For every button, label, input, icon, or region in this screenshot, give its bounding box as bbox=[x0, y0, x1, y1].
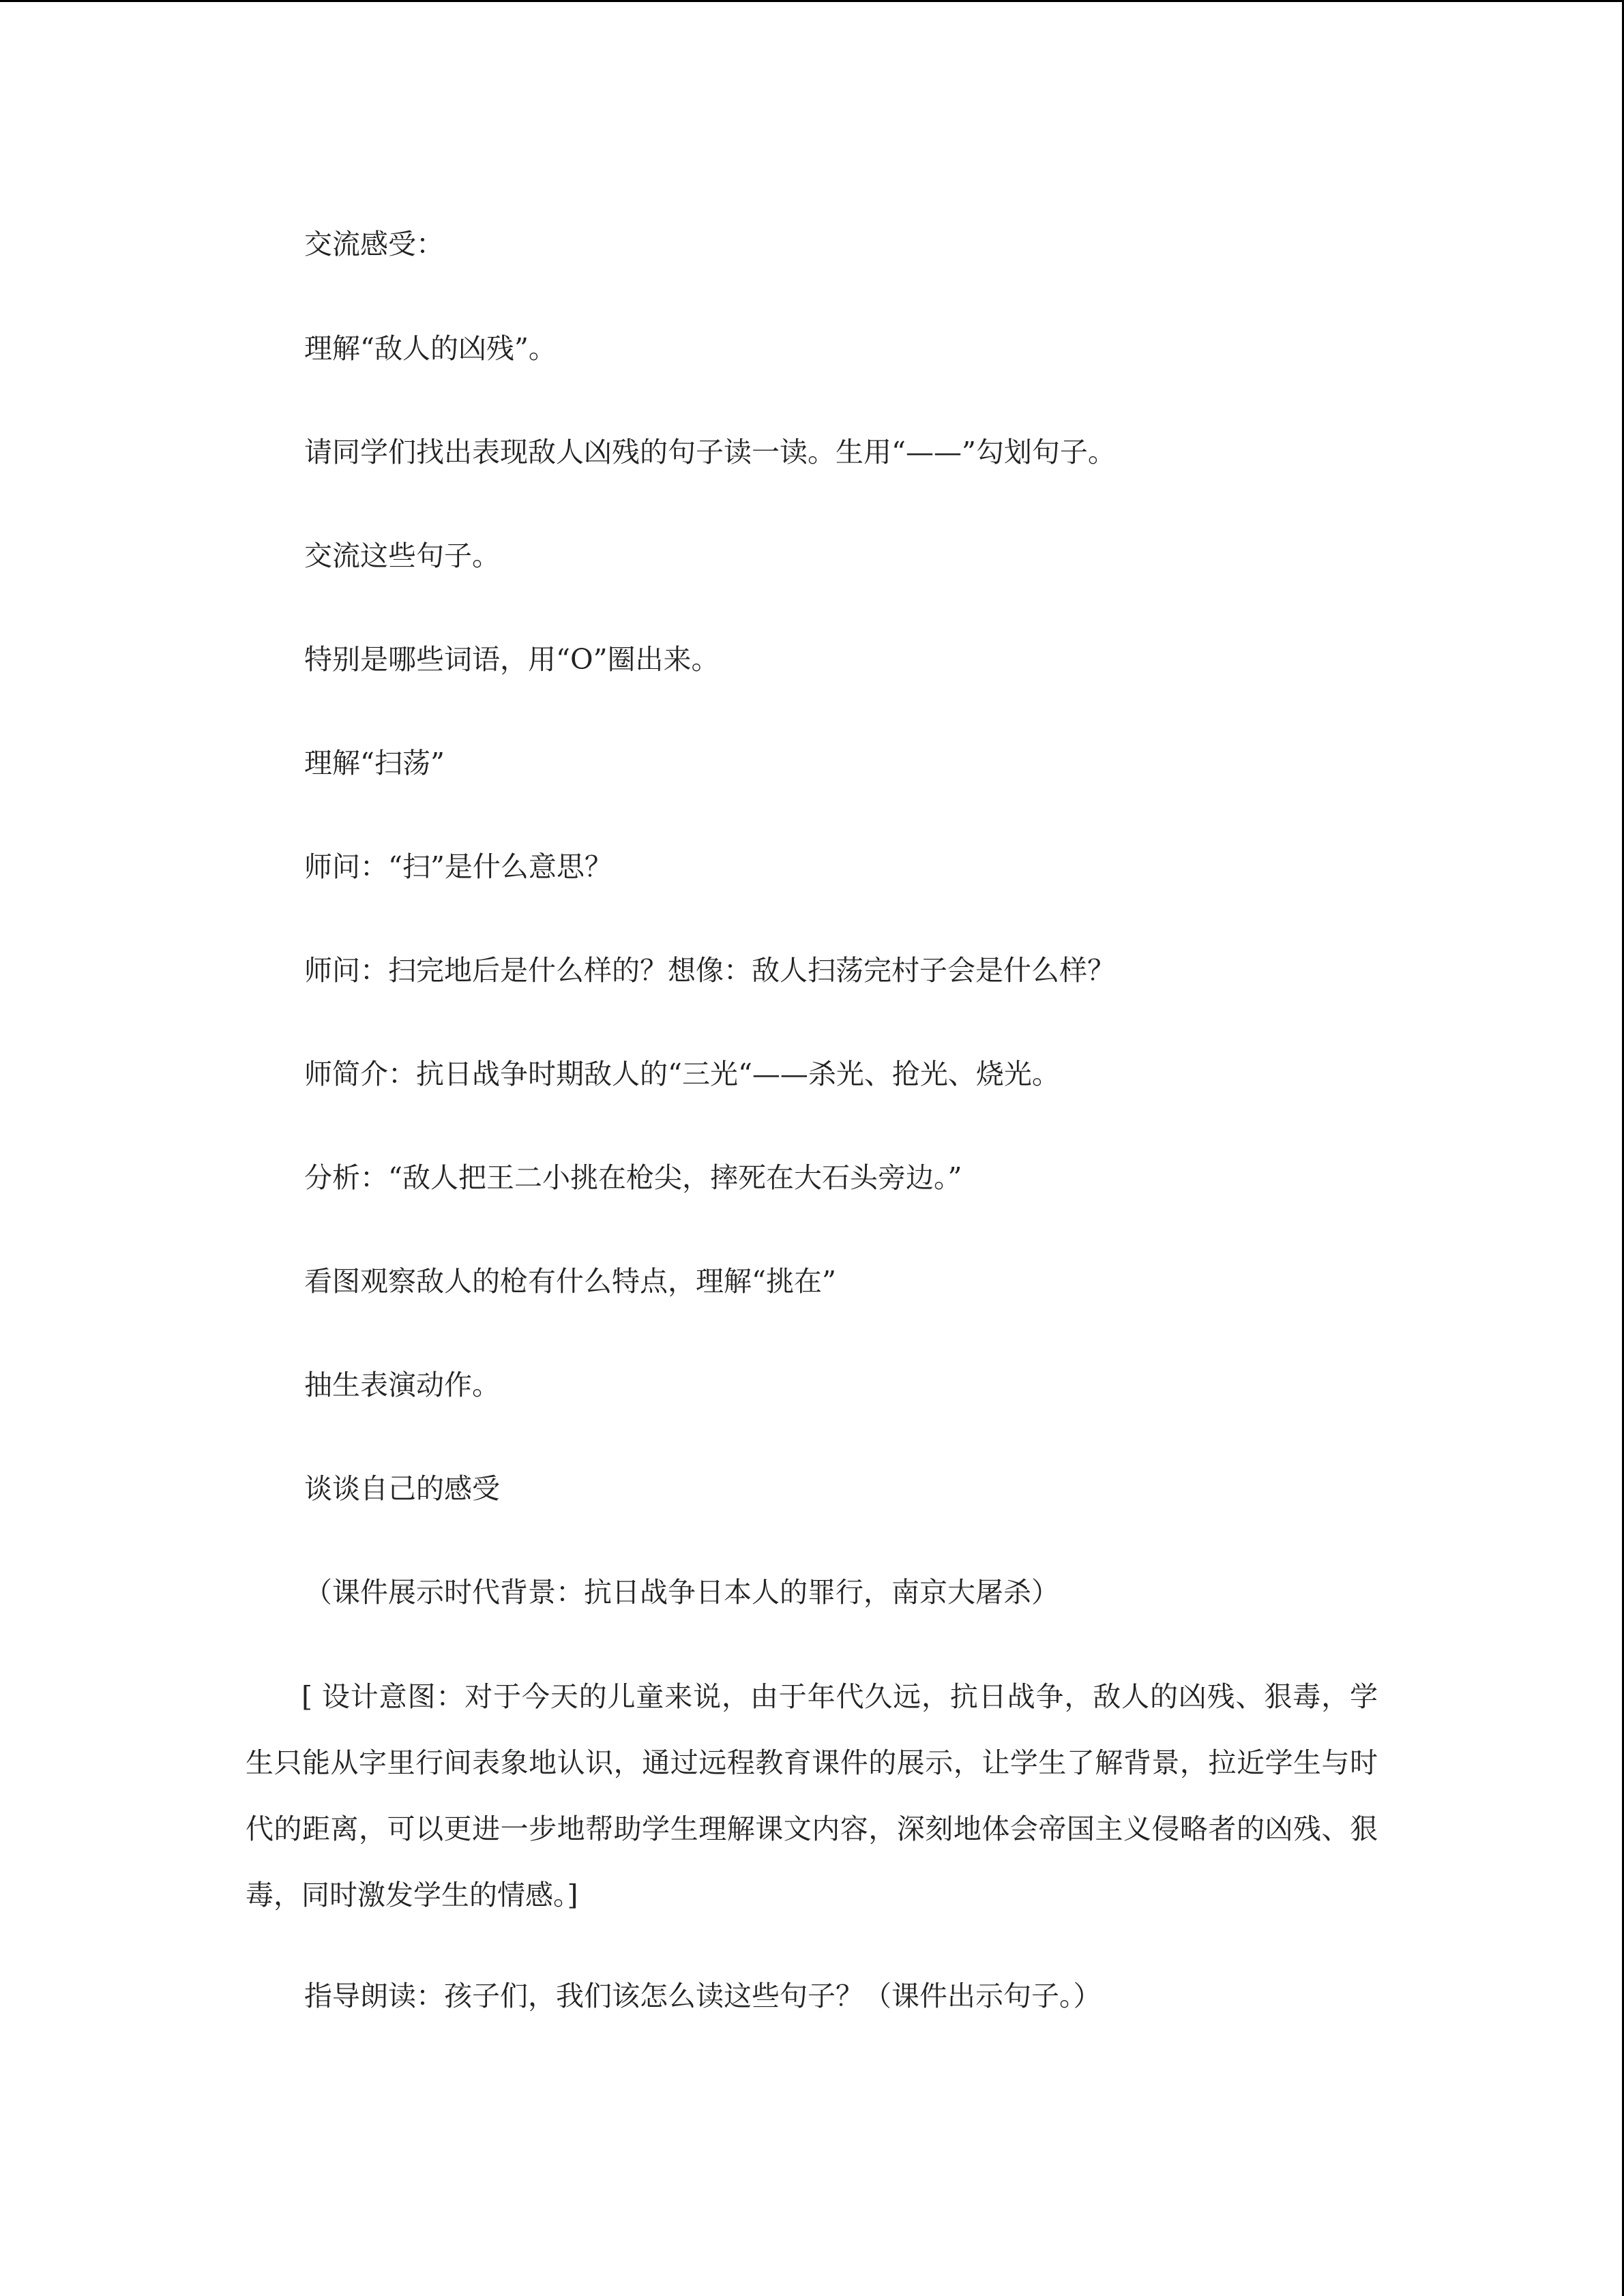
paragraph: 谈谈自己的感受 bbox=[304, 1472, 500, 1505]
paragraph: 指导朗读：孩子们，我们该怎么读这些句子？（课件出示句子。） bbox=[304, 1980, 1102, 2012]
paragraph: （课件展示时代背景：抗日战争日本人的罪行，南京大屠杀） bbox=[304, 1576, 1059, 1609]
paragraph: 看图观察敌人的枪有什么特点，理解“挑在” bbox=[304, 1265, 836, 1298]
paragraph: 请同学们找出表现敌人凶残的句子读一读。生用“——”勾划句子。 bbox=[304, 436, 1116, 468]
paragraph: 交流这些句子。 bbox=[304, 539, 500, 572]
paragraph: 抽生表演动作。 bbox=[304, 1369, 500, 1401]
paragraph: 特别是哪些词语，用“O”圈出来。 bbox=[304, 643, 720, 676]
page-top-edge bbox=[0, 0, 1624, 2]
paragraph: 理解“扫荡” bbox=[304, 747, 445, 779]
paragraph: 理解“敌人的凶残”。 bbox=[304, 332, 557, 365]
paragraph: 师问：“扫”是什么意思？ bbox=[304, 850, 612, 883]
design-intent-paragraph: [ 设计意图：对于今天的儿童来说，由于年代久远，抗日战争，敌人的凶残、狠毒，学生只能从字里行间表象地认识，通过远程教育课件的展示，让学生了解背景，拉近学生与时代的距离，可以更进一步地帮助学生理解课文内容，深刻地体会帝国主义侵略者的凶残、狠毒，同时激发学生的情感。] bbox=[246, 1680, 1378, 1911]
paragraph: 师问：扫完地后是什么样的？想像：敌人扫荡完村子会是什么样？ bbox=[304, 954, 1115, 987]
paragraph: 分析：“敌人把王二小挑在枪尖，摔死在大石头旁边。” bbox=[304, 1161, 962, 1194]
paragraph: 交流感受： bbox=[304, 228, 444, 260]
paragraph: 师简介：抗日战争时期敌人的“三光“——杀光、抢光、烧光。 bbox=[304, 1058, 1060, 1090]
